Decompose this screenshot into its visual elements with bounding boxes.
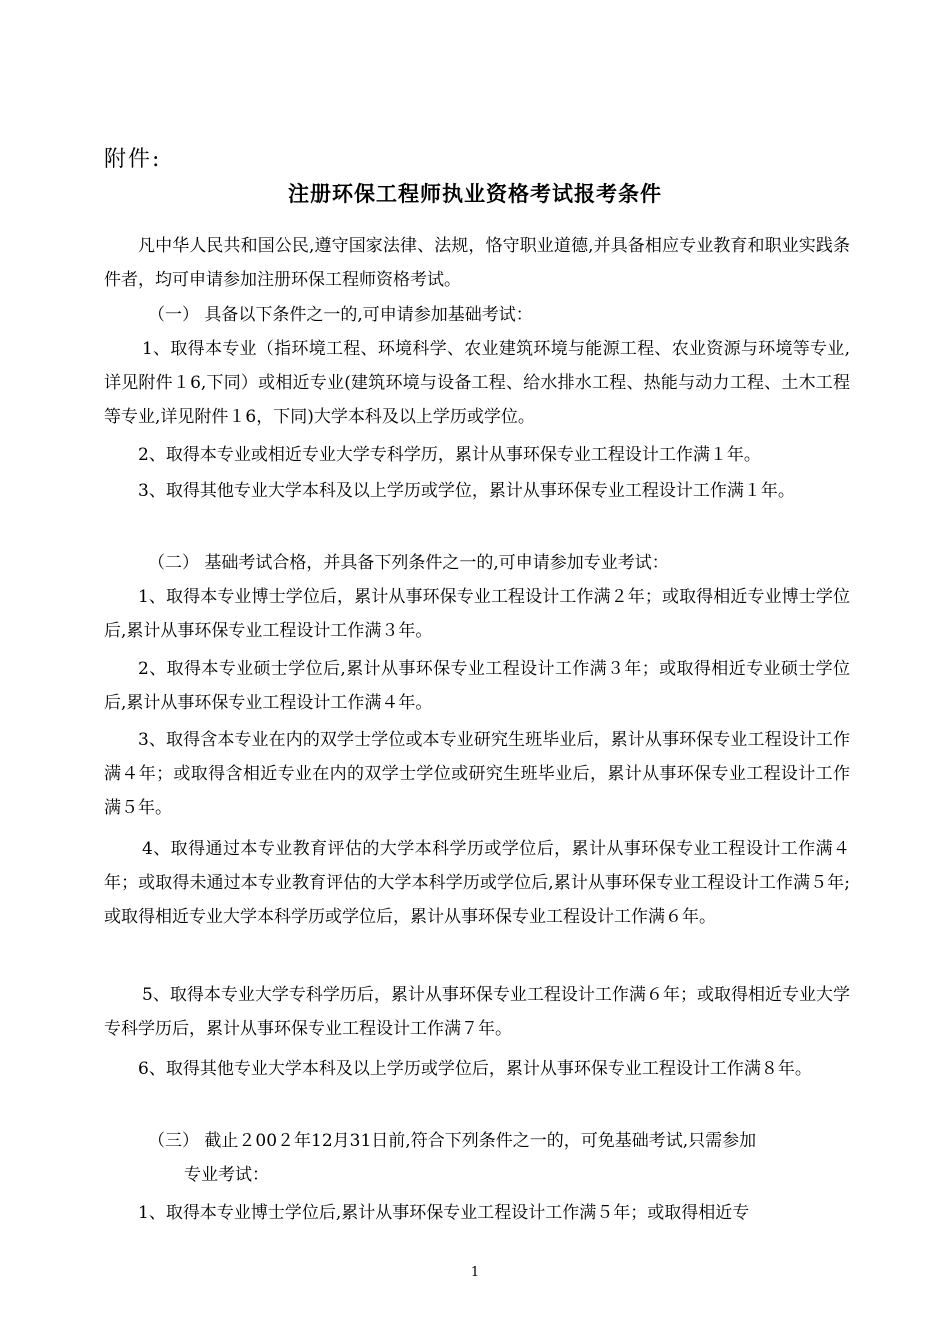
section-3-item-1: 1、取得本专业博士学位后,累计从事环保专业工程设计工作满５年；或取得相近专 [138,1203,750,1223]
section-2-item-5: 5、取得本专业大学专科学历后，累计从事环保专业工程设计工作满６年；或取得相近专业大学专科学历后，累计从事环保专业工程设计工作满７年。 [104,985,850,1040]
section-2-item-2: 2、取得本专业硕士学位后,累计从事环保专业工程设计工作满３年；或取得相近专业硕士学位后,累计从事环保专业工程设计工作满４年。 [104,659,850,714]
section-1-heading: （一） 具备以下条件之一的,可申请参加基础考试： [148,305,533,325]
attachment-label: 附件: [104,147,162,172]
document-title: 注册环保工程师执业资格考试报考条件 [288,182,662,206]
section-2-item-1: 1、取得本专业博士学位后，累计从事环保专业工程设计工作满２年；或取得相近专业博士学位后,累计从事环保专业工程设计工作满３年。 [104,587,850,642]
section-1-item-3: 3、取得其他专业大学本科及以上学历或学位，累计从事环保专业工程设计工作满１年。 [138,481,795,501]
section-2-heading: （二） 基础考试合格，并具备下列条件之一的,可申请参加专业考试： [148,553,669,573]
section-3-heading-continuation: 专业考试： [184,1165,269,1185]
page-number: 1 [470,1265,480,1280]
section-2-item-3: 3、取得含本专业在内的双学士学位或本专业研究生班毕业后，累计从事环保专业工程设计工作满４年；或取得含相近专业在内的双学士学位或研究生班毕业后，累计从事环保专业工程设计工作满５年。 [104,730,850,819]
section-1-item-2: 2、取得本专业或相近专业大学专科学历，累计从事环保专业工程设计工作满１年。 [138,445,761,465]
intro-paragraph: 凡中华人民共和国公民,遵守国家法律、法规，恪守职业道德,并具备相应专业教育和职业实践条件者，均可申请参加注册环保工程师资格考试。 [104,236,850,291]
section-2-item-4: 4、取得通过本专业教育评估的大学本科学历或学位后，累计从事环保专业工程设计工作满４年；或取得未通过本专业教育评估的大学本科学历或学位后,累计从事环保专业工程设计工作满５年;或取得相近专业大学本科学历或学位后，累计从事环保专业工程设计工作满６年。 [104,839,850,928]
section-1-item-1: 1、取得本专业（指环境工程、环境科学、农业建筑环境与能源工程、农业资源与环境等专业,详见附件１6,下同）或相近专业(建筑环境与设备工程、给水排水工程、热能与动力工程、土木工程等专业,详见附件１6，下同)大学本科及以上学历或学位。 [104,339,850,428]
section-3-heading: （三） 截止２00２年12月31日前,符合下列条件之一的，可免基础考试,只需参加 [148,1131,757,1151]
section-2-item-6: 6、取得其他专业大学本科及以上学历或学位后，累计从事环保专业工程设计工作满８年。 [138,1059,812,1079]
